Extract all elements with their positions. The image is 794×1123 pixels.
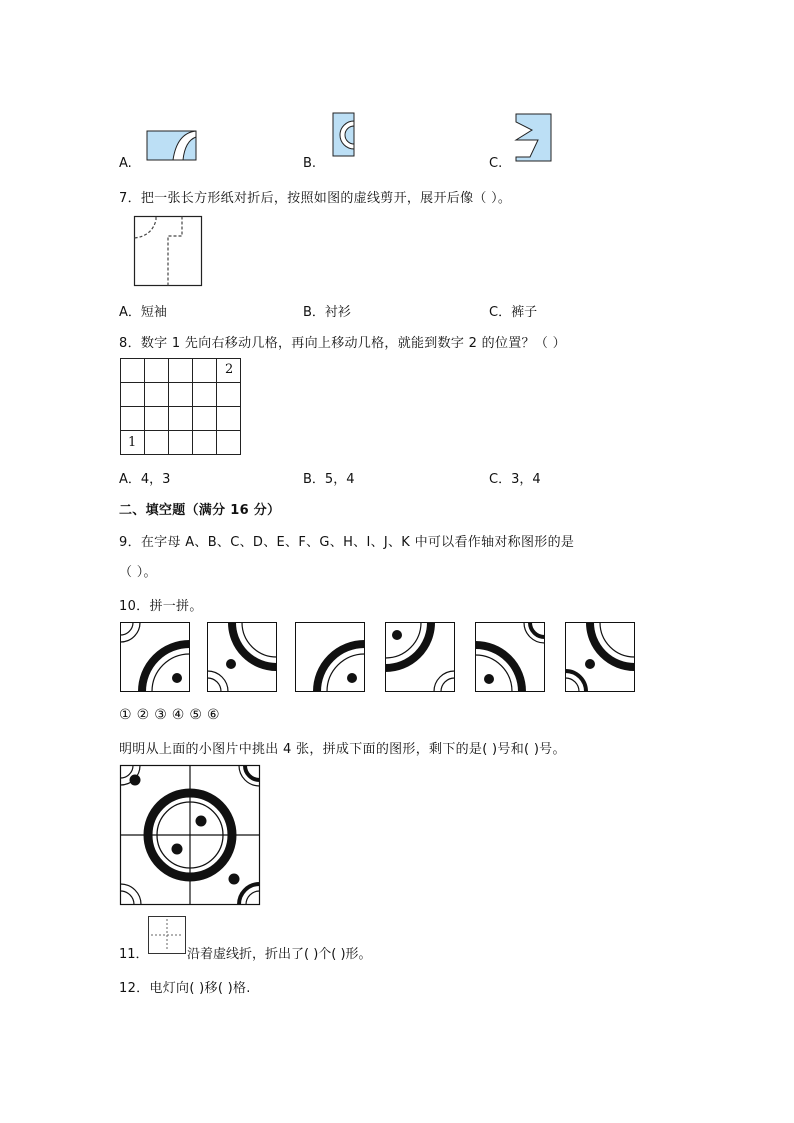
- q9-text: 9．在字母 A、B、C、D、E、F、G、H、I、J、K 中可以看作轴对称图形的是: [119, 535, 575, 550]
- q8-grid: [120, 358, 242, 455]
- q10-text: 10．拼一拼。: [119, 599, 203, 614]
- q10-tile-1: [120, 622, 190, 692]
- q6-option-c-label: C.: [489, 156, 503, 171]
- q8-option-a: A．4，3: [119, 472, 171, 487]
- q8-option-b: B．5，4: [303, 472, 355, 487]
- q6-option-b-shape: [333, 113, 355, 157]
- q8-grid-label-2: 2: [225, 362, 234, 377]
- q10-tile-numbers: ① ② ③ ④ ⑤ ⑥: [119, 707, 220, 723]
- q9-answer-blank: （ ）。: [119, 565, 157, 580]
- q6-option-b-label: B.: [303, 156, 317, 171]
- q6-option-c-shape: [516, 114, 552, 162]
- q10-tile-5: [475, 622, 545, 692]
- q6-option-a-shape: [147, 131, 197, 161]
- q8-text: 8．数字 1 先向右移动几格，再向上移动几格，就能到数字 2 的位置？（ ）: [119, 336, 566, 351]
- section-2-title: 二、填空题（满分 16 分）: [119, 503, 281, 518]
- q10-tile-6: [565, 622, 635, 692]
- q7-option-c: C．裤子: [489, 305, 538, 320]
- q10-instruction: 明明从上面的小图片中挑出 4 张，拼成下面的图形，剩下的是( )号和( )号。: [119, 742, 566, 757]
- q11-fold-square-figure: [148, 916, 186, 954]
- q8-grid-label-1: 1: [128, 435, 137, 450]
- q6-option-a-label: A.: [119, 156, 132, 171]
- q11-text: 沿着虚线折，折出了( )个( )形。: [187, 947, 372, 962]
- q7-option-b: B．衬衫: [303, 305, 351, 320]
- q10-assembled-figure: [120, 765, 260, 905]
- q7-option-a: A．短袖: [119, 305, 167, 320]
- q7-text: 7．把一张长方形纸对折后，按照如图的虚线剪开，展开后像（ ）。: [119, 191, 512, 206]
- q10-tile-2: [207, 622, 277, 692]
- q12-text: 12．电灯向( )移( )格.: [119, 981, 251, 996]
- q8-option-c: C．3，4: [489, 472, 541, 487]
- q11-number: 11．: [119, 947, 149, 962]
- q10-tile-3: [295, 622, 365, 692]
- q7-folded-paper-figure: [134, 216, 202, 286]
- q10-tile-4: [385, 622, 455, 692]
